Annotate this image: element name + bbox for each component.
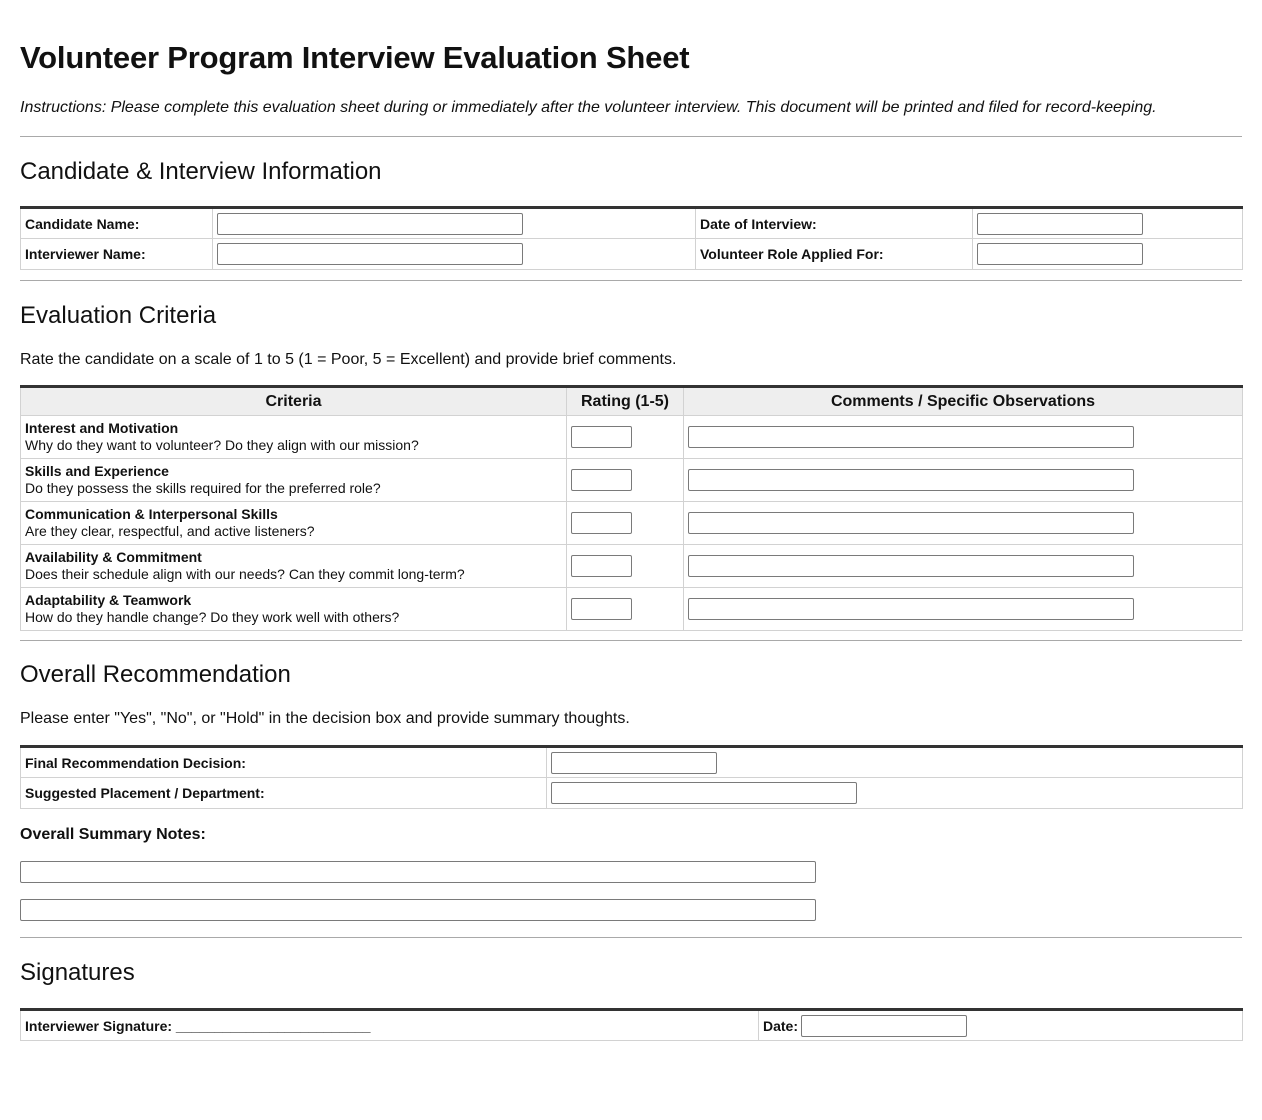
section-divider [20, 640, 1242, 641]
section-divider [20, 280, 1242, 281]
rating-input[interactable] [571, 512, 632, 534]
criteria-cell [21, 459, 567, 502]
comment-input[interactable] [688, 555, 1134, 577]
criteria-description: Why do they want to volunteer? Do they align with our mission? [25, 437, 419, 453]
decision-label: Final Recommendation Decision: [21, 747, 547, 778]
signatures-section-heading: Signatures [20, 959, 135, 986]
comment-input[interactable] [688, 598, 1134, 620]
signature-date-cell [759, 1010, 1243, 1041]
criteria-description: Are they clear, respectful, and active listeners? [25, 523, 315, 539]
section-divider [20, 136, 1242, 137]
recommendation-note: Please enter "Yes", "No", or "Hold" in the decision box and provide summary thoughts. [20, 710, 630, 727]
criteria-row [21, 545, 1243, 588]
criteria-cell [21, 416, 567, 459]
criteria-row [21, 459, 1243, 502]
interviewer-name-label: Interviewer Name: [21, 239, 213, 270]
summary-notes-label: Overall Summary Notes: [20, 826, 206, 843]
rating-column-header: Rating (1-5) [567, 387, 684, 416]
comment-input[interactable] [688, 512, 1134, 534]
criteria-title: Communication & Interpersonal Skills [25, 506, 278, 522]
criteria-title: Availability & Commitment [25, 549, 202, 565]
criteria-row [21, 588, 1243, 631]
candidate-section-heading: Candidate & Interview Information [20, 158, 382, 185]
rating-input[interactable] [571, 469, 632, 491]
interviewer-name-cell [213, 239, 696, 270]
criteria-description: Does their schedule align with our needs? Can they commit long-term? [25, 566, 465, 582]
placement-label: Suggested Placement / Department: [21, 778, 547, 809]
rating-input[interactable] [571, 426, 632, 448]
signatures-table [20, 1008, 1243, 1041]
decision-input[interactable] [551, 752, 717, 774]
decision-cell [547, 747, 1243, 778]
rating-cell [567, 545, 684, 588]
candidate-name-input[interactable] [217, 213, 523, 235]
date-of-interview-input[interactable] [977, 213, 1143, 235]
placement-cell [547, 778, 1243, 809]
evaluation-note: Rate the candidate on a scale of 1 to 5 (1 = Poor, 5 = Excellent) and provide brief comments. [20, 351, 677, 368]
instructions-text: Instructions: Please complete this evaluation sheet during or immediately after the volunteer interview. This document will be printed and filed for record-keeping. [20, 99, 1157, 116]
criteria-title: Skills and Experience [25, 463, 169, 479]
candidate-name-cell [213, 208, 696, 239]
page-title: Volunteer Program Interview Evaluation Sheet [20, 40, 690, 75]
evaluation-section-heading: Evaluation Criteria [20, 302, 217, 329]
recommendation-section-heading: Overall Recommendation [20, 661, 291, 688]
rating-cell [567, 502, 684, 545]
evaluation-criteria-table [20, 385, 1243, 631]
comment-cell [684, 545, 1243, 588]
criteria-column-header: Criteria [21, 387, 567, 416]
criteria-cell [21, 502, 567, 545]
role-applied-cell [973, 239, 1243, 270]
comment-cell [684, 416, 1243, 459]
criteria-description: Do they possess the skills required for the preferred role? [25, 480, 381, 496]
rating-cell [567, 416, 684, 459]
criteria-cell [21, 545, 567, 588]
criteria-title: Interest and Motivation [25, 420, 179, 436]
role-applied-label: Volunteer Role Applied For: [696, 239, 973, 270]
criteria-description: How do they handle change? Do they work well with others? [25, 609, 400, 625]
comment-cell [684, 459, 1243, 502]
criteria-title: Adaptability & Teamwork [25, 592, 192, 608]
section-divider [20, 937, 1242, 938]
signature-date-label: Date: [763, 1017, 799, 1034]
date-of-interview-cell [973, 208, 1243, 239]
interviewer-name-input[interactable] [217, 243, 523, 265]
rating-input[interactable] [571, 598, 632, 620]
placement-input[interactable] [551, 782, 857, 804]
signature-date-group [763, 1015, 967, 1037]
signature-date-input[interactable] [801, 1015, 967, 1037]
criteria-row [21, 416, 1243, 459]
comment-cell [684, 588, 1243, 631]
recommendation-table [20, 745, 1243, 809]
candidate-info-table [20, 206, 1243, 270]
criteria-cell [21, 588, 567, 631]
date-of-interview-label: Date of Interview: [696, 208, 973, 239]
comments-column-header: Comments / Specific Observations [684, 387, 1243, 416]
rating-input[interactable] [571, 555, 632, 577]
summary-notes-input-2[interactable] [20, 899, 816, 921]
interviewer-signature-label: Interviewer Signature: _________________________ [21, 1010, 759, 1041]
role-applied-input[interactable] [977, 243, 1143, 265]
rating-cell [567, 459, 684, 502]
summary-notes-input-1[interactable] [20, 861, 816, 883]
candidate-name-label: Candidate Name: [21, 208, 213, 239]
comment-input[interactable] [688, 426, 1134, 448]
comment-input[interactable] [688, 469, 1134, 491]
criteria-row [21, 502, 1243, 545]
comment-cell [684, 502, 1243, 545]
rating-cell [567, 588, 684, 631]
